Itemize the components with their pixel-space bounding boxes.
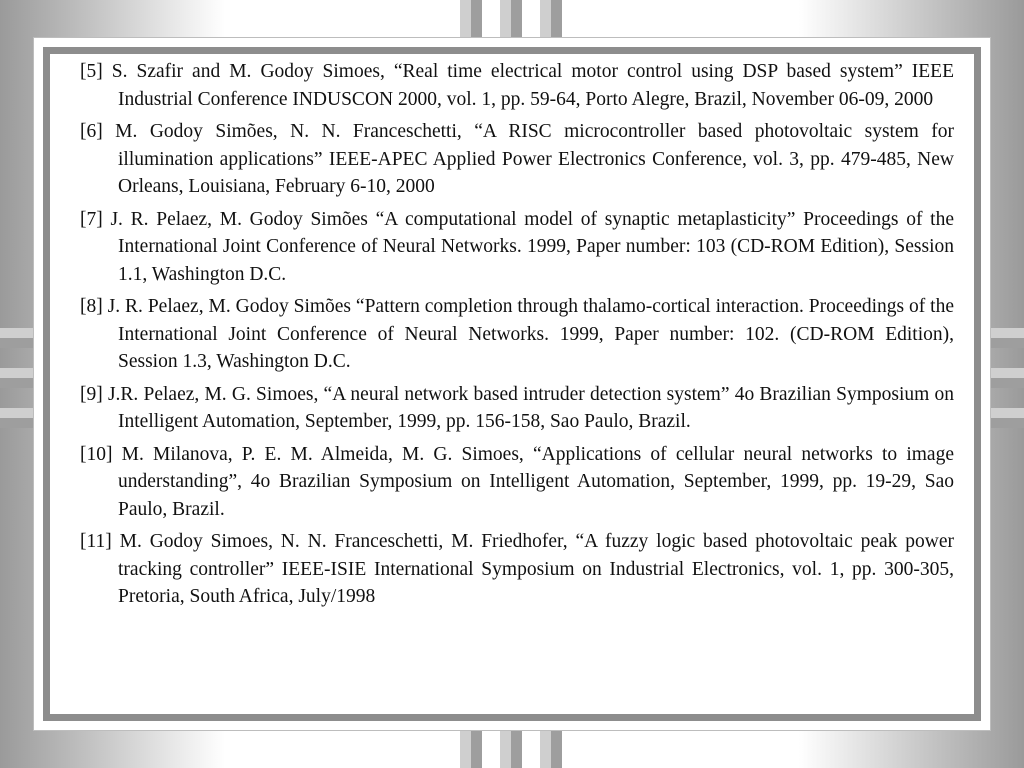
reference-item-7: [7] J. R. Pelaez, M. Godoy Simões “A computational model of synaptic metaplasticity” Proceedings of the International Joint Conference of Neural Networks. 1999, Paper number: 103 (CD-ROM Edition), Session 1.1, Washington D.C. [80,208,954,285]
reference-item-11: [11] M. Godoy Simoes, N. N. Franceschetti, M. Friedhofer, “A fuzzy logic based photovoltaic peak power tracking controller” IEEE-ISIE International Symposium on Industrial Electronics, vol. 1, pp. 300-305, Pretoria, South Africa, July/1998 [80,531,954,607]
reference-item-10: [10] M. Milanova, P. E. M. Almeida, M. G. Simoes, “Applications of cellular neural networks to image understanding”, 4o Brazilian Symposium on Intelligent Automation, September, 1999, pp. 19-29, Sao Paulo, Brazil. [80,443,954,520]
reference-item-6: [6] M. Godoy Simões, N. N. Franceschetti, “A RISC microcontroller based photovoltaic system for illumination applications” IEEE-APEC Applied Power Electronics Conference, vol. 3, pp. 479-485, New Orleans, Louisiana, February 6-10, 2000 [80,121,954,197]
reference-item-5: [5] S. Szafir and M. Godoy Simoes, “Real time electrical motor control using DSP based system” IEEE Industrial Conference INDUSCON 2000, vol. 1, pp. 59-64, Porto Alegre, Brazil, November 06-09, 2000 [80,61,954,110]
reference-item-8: [8] J. R. Pelaez, M. Godoy Simões “Pattern completion through thalamo-cortical interaction. Proceedings of the International Joint Conference of Neural Networks. 1999, Paper number: 102. (CD-ROM Edition), Session 1.3, Washington D.C. [80,296,954,372]
reference-item-9: [9] J.R. Pelaez, M. G. Simoes, “A neural network based intruder detection system” 4o Brazilian Symposium on Intelligent Automation, September, 1999, pp. 156-158, Sao Paulo, Brazil. [80,383,954,432]
reference-list [80,58,954,616]
